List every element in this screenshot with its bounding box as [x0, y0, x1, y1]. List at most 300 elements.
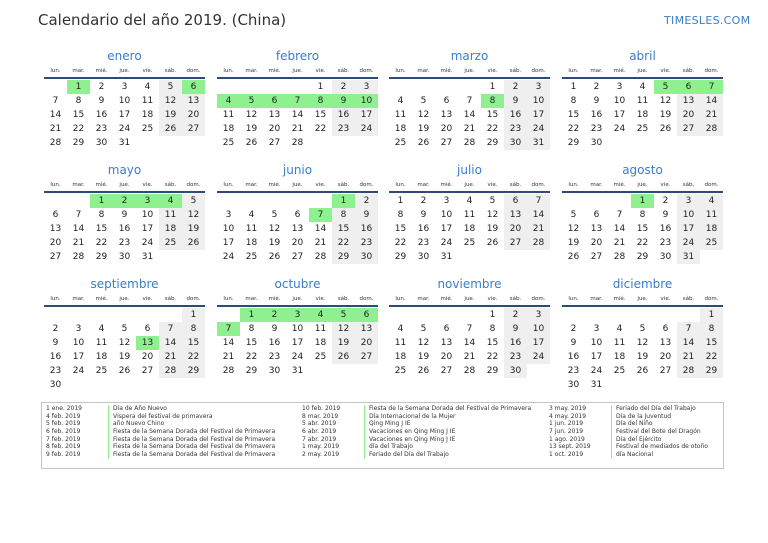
empty-cell: [562, 308, 585, 322]
day-cell: 29: [394, 251, 407, 262]
day-cell: 21: [314, 237, 327, 248]
holiday-date: 6 feb. 2019: [46, 428, 81, 436]
day-cell: 7: [677, 322, 700, 336]
day-cell: 22: [72, 123, 85, 134]
day-cell: 9: [98, 95, 105, 106]
day-cell: 22: [314, 123, 327, 134]
day-cell: 24: [118, 123, 131, 134]
day-cell: 23: [332, 122, 355, 136]
day-cell: 26: [567, 251, 580, 262]
empty-cell: [458, 308, 481, 322]
holiday-name: Vacaciones en Qing Ming J IE: [364, 428, 455, 436]
day-cell: 21: [49, 123, 62, 134]
month-noviembre: [389, 276, 550, 378]
day-cell: 3: [527, 308, 550, 322]
empty-cell: [263, 80, 286, 94]
weekday-label: mar.: [72, 296, 85, 302]
day-cell: 16: [504, 108, 527, 122]
holiday-name: año Nuevo Chino: [108, 420, 164, 428]
day-cell: 1: [182, 308, 205, 322]
legend-row: [549, 436, 708, 444]
weekday-label: mié.: [440, 182, 453, 188]
weekday-label: mar.: [417, 296, 430, 302]
day-grid: [44, 80, 205, 150]
legend-row: [302, 420, 531, 428]
weekday-header: [389, 294, 550, 304]
day-cell: 3: [225, 209, 232, 220]
weekday-label: mié.: [268, 182, 281, 188]
weekday-label: dom.: [704, 182, 719, 188]
month-divider: [562, 77, 723, 79]
day-cell: 15: [636, 223, 649, 234]
day-cell: 11: [636, 95, 649, 106]
day-cell: 10: [590, 337, 603, 348]
day-cell: 21: [463, 351, 476, 362]
day-cell: 4: [397, 95, 404, 106]
day-cell: 11: [314, 323, 327, 334]
day-cell: 27: [677, 122, 700, 136]
month-name: mayo: [107, 163, 142, 177]
day-cell: 2: [504, 308, 527, 322]
month-divider: [389, 305, 550, 307]
day-cell: 24: [527, 350, 550, 364]
weekday-label: mar.: [245, 68, 258, 74]
day-cell: 31: [527, 136, 550, 150]
weekday-label: sáb.: [337, 296, 350, 302]
day-cell: 12: [118, 337, 131, 348]
weekday-label: mar.: [590, 296, 603, 302]
empty-cell: [608, 308, 631, 322]
month-divider: [389, 191, 550, 193]
holiday-date: 1 ene. 2019: [46, 405, 82, 412]
weekday-header: [217, 294, 378, 304]
day-cell: 18: [95, 351, 108, 362]
weekday-label: vie.: [487, 182, 498, 188]
empty-cell: [435, 80, 458, 94]
weekday-label: lun.: [568, 296, 579, 302]
holiday-date: 1 ago. 2019: [549, 435, 585, 443]
day-cell: 23: [118, 237, 131, 248]
day-cell: 15: [700, 336, 723, 350]
weekday-label: mar.: [245, 296, 258, 302]
weekday-label: dom.: [359, 68, 374, 74]
day-cell: 25: [159, 236, 182, 250]
day-cell: 14: [527, 208, 550, 222]
day-cell: 23: [567, 365, 580, 376]
weekday-label: mar.: [417, 182, 430, 188]
empty-cell: [412, 308, 435, 322]
day-cell: 25: [314, 351, 327, 362]
day-cell: 15: [72, 109, 85, 120]
weekday-label: mar.: [72, 68, 85, 74]
day-cell: 29: [700, 364, 723, 378]
day-cell: 17: [590, 351, 603, 362]
month-enero: [44, 48, 205, 150]
day-cell: 5: [182, 194, 205, 208]
month-name: abril: [629, 49, 656, 63]
legend-row: [549, 443, 708, 451]
day-cell: 29: [245, 365, 258, 376]
day-grid: [217, 194, 378, 264]
holiday-day-cell: 3: [286, 308, 309, 322]
day-cell: 13: [440, 109, 453, 120]
empty-cell: [435, 308, 458, 322]
day-cell: 30: [567, 379, 580, 390]
day-cell: 12: [636, 337, 649, 348]
day-cell: 18: [463, 223, 476, 234]
day-cell: 25: [95, 365, 108, 376]
day-cell: 2: [52, 323, 59, 334]
day-cell: 17: [527, 108, 550, 122]
brand-link[interactable]: TIMESLES.COM: [664, 14, 751, 27]
day-cell: 20: [590, 237, 603, 248]
day-cell: 8: [570, 95, 577, 106]
holiday-day-cell: 6: [677, 80, 700, 94]
month-divider: [562, 191, 723, 193]
day-grid: [562, 80, 723, 150]
day-cell: 7: [466, 95, 473, 106]
day-cell: 24: [590, 365, 603, 376]
month-divider: [44, 191, 205, 193]
day-cell: 30: [268, 365, 281, 376]
day-cell: 12: [332, 322, 355, 336]
weekday-label: mié.: [268, 68, 281, 74]
day-cell: 3: [527, 80, 550, 94]
weekday-label: dom.: [186, 296, 201, 302]
day-cell: 27: [49, 251, 62, 262]
day-cell: 20: [141, 351, 154, 362]
weekday-label: lun.: [568, 182, 579, 188]
day-cell: 3: [121, 81, 128, 92]
day-cell: 24: [440, 237, 453, 248]
empty-cell: [217, 194, 240, 208]
month-name: enero: [107, 49, 142, 63]
day-cell: 24: [527, 122, 550, 136]
empty-cell: [67, 194, 90, 208]
holiday-name: Qing Ming J IE: [364, 420, 411, 428]
weekday-label: dom.: [186, 182, 201, 188]
weekday-label: mié.: [95, 296, 108, 302]
day-cell: 14: [314, 223, 327, 234]
month-name: agosto: [622, 163, 663, 177]
day-cell: 15: [567, 109, 580, 120]
weekday-label: mié.: [440, 68, 453, 74]
weekday-header: [217, 66, 378, 76]
day-cell: 7: [527, 194, 550, 208]
day-cell: 5: [159, 80, 182, 94]
month-julio: [389, 162, 550, 264]
day-cell: 10: [222, 223, 235, 234]
empty-cell: [389, 80, 412, 94]
day-cell: 14: [49, 109, 62, 120]
day-cell: 1: [317, 81, 324, 92]
day-cell: 13: [49, 223, 62, 234]
day-cell: 6: [662, 323, 669, 334]
day-cell: 25: [394, 365, 407, 376]
holiday-day-cell: 8: [309, 94, 332, 108]
day-cell: 16: [504, 336, 527, 350]
empty-cell: [286, 80, 309, 94]
day-cell: 3: [75, 323, 82, 334]
month-febrero: [217, 48, 378, 150]
day-cell: 31: [590, 379, 603, 390]
empty-cell: [90, 308, 113, 322]
day-cell: 27: [355, 350, 378, 364]
day-cell: 2: [355, 194, 378, 208]
day-cell: 30: [590, 137, 603, 148]
holiday-date: 4 may. 2019: [549, 412, 587, 420]
day-cell: 25: [141, 123, 154, 134]
weekday-label: jue.: [292, 182, 303, 188]
day-cell: 16: [118, 223, 131, 234]
day-cell: 10: [527, 322, 550, 336]
day-cell: 4: [639, 81, 646, 92]
empty-cell: [389, 308, 412, 322]
weekday-label: mié.: [613, 68, 626, 74]
day-cell: 29: [72, 137, 85, 148]
day-cell: 27: [504, 236, 527, 250]
legend-column: [302, 405, 531, 459]
day-cell: 27: [590, 251, 603, 262]
day-cell: 1: [397, 195, 404, 206]
holiday-day-cell: 10: [355, 94, 378, 108]
day-cell: 28: [49, 137, 62, 148]
day-cell: 24: [222, 251, 235, 262]
legend-row: [549, 428, 708, 436]
day-cell: 31: [677, 250, 700, 264]
month-name: marzo: [450, 49, 489, 63]
weekday-label: jue.: [464, 182, 475, 188]
holiday-name: Festival del Bote del Dragón: [611, 428, 701, 436]
day-cell: 16: [49, 351, 62, 362]
day-cell: 9: [570, 337, 577, 348]
day-cell: 17: [291, 337, 304, 348]
day-grid: [44, 308, 205, 392]
holiday-date: 8 feb. 2019: [46, 443, 81, 451]
weekday-header: [562, 294, 723, 304]
day-cell: 29: [95, 251, 108, 262]
day-cell: 21: [677, 350, 700, 364]
day-grid: [562, 308, 723, 392]
month-name: diciembre: [612, 277, 673, 291]
day-cell: 24: [677, 236, 700, 250]
day-cell: 20: [182, 108, 205, 122]
holiday-day-cell: 1: [240, 308, 263, 322]
day-cell: 26: [636, 365, 649, 376]
empty-cell: [240, 194, 263, 208]
day-cell: 29: [332, 250, 355, 264]
legend-row: [46, 420, 275, 428]
empty-cell: [286, 194, 309, 208]
empty-cell: [585, 194, 608, 208]
day-cell: 30: [504, 364, 527, 378]
legend-row: [549, 405, 708, 413]
day-cell: 22: [95, 237, 108, 248]
day-cell: 25: [245, 251, 258, 262]
day-cell: 14: [291, 109, 304, 120]
day-cell: 12: [268, 223, 281, 234]
day-cell: 23: [590, 123, 603, 134]
day-cell: 1: [700, 308, 723, 322]
day-cell: 12: [417, 109, 430, 120]
day-cell: 18: [245, 237, 258, 248]
weekday-label: lun.: [223, 182, 234, 188]
legend-row: [46, 451, 275, 459]
day-cell: 6: [52, 209, 59, 220]
day-cell: 6: [144, 323, 151, 334]
day-cell: 28: [159, 364, 182, 378]
month-divider: [217, 77, 378, 79]
weekday-label: mar.: [590, 182, 603, 188]
weekday-label: vie.: [142, 296, 153, 302]
day-cell: 17: [222, 237, 235, 248]
day-cell: 17: [141, 223, 154, 234]
day-cell: 28: [527, 236, 550, 250]
holiday-day-cell: 4: [309, 308, 332, 322]
day-cell: 11: [394, 337, 407, 348]
day-cell: 22: [486, 123, 499, 134]
empty-cell: [217, 80, 240, 94]
day-cell: 11: [95, 337, 108, 348]
day-cell: 11: [222, 109, 235, 120]
day-cell: 28: [72, 251, 85, 262]
day-cell: 26: [159, 122, 182, 136]
day-cell: 11: [245, 223, 258, 234]
day-cell: 31: [118, 137, 131, 148]
legend-column: [549, 405, 708, 459]
day-cell: 22: [245, 351, 258, 362]
day-cell: 16: [355, 222, 378, 236]
day-cell: 28: [700, 122, 723, 136]
day-cell: 6: [294, 209, 301, 220]
holiday-date: 1 may. 2019: [302, 443, 340, 451]
empty-cell: [458, 80, 481, 94]
day-cell: 4: [616, 323, 623, 334]
day-cell: 30: [118, 251, 131, 262]
weekday-label: vie.: [660, 296, 671, 302]
day-cell: 13: [659, 337, 672, 348]
day-cell: 14: [463, 337, 476, 348]
day-cell: 11: [394, 109, 407, 120]
day-cell: 29: [567, 137, 580, 148]
weekday-label: vie.: [315, 182, 326, 188]
day-cell: 22: [567, 123, 580, 134]
day-cell: 16: [567, 351, 580, 362]
day-cell: 13: [590, 223, 603, 234]
day-cell: 8: [98, 209, 105, 220]
day-cell: 19: [417, 351, 430, 362]
day-cell: 26: [268, 251, 281, 262]
month-abril: [562, 48, 723, 150]
day-cell: 31: [141, 251, 154, 262]
month-junio: [217, 162, 378, 264]
day-cell: 25: [463, 237, 476, 248]
day-cell: 12: [159, 94, 182, 108]
holiday-date: 7 feb. 2019: [46, 435, 81, 443]
weekday-label: lun.: [50, 296, 61, 302]
day-cell: 17: [355, 108, 378, 122]
holiday-date: 9 feb. 2019: [46, 451, 81, 459]
weekday-label: mié.: [440, 296, 453, 302]
day-cell: 10: [527, 94, 550, 108]
weekday-label: vie.: [487, 296, 498, 302]
holiday-name: Fiesta de la Semana Dorada del Festival de Primavera: [108, 436, 275, 444]
day-cell: 15: [95, 223, 108, 234]
day-cell: 21: [700, 108, 723, 122]
holiday-day-cell: 7: [286, 94, 309, 108]
day-cell: 24: [291, 351, 304, 362]
weekday-label: mar.: [72, 182, 85, 188]
month-name: julio: [457, 163, 482, 177]
day-cell: 22: [700, 350, 723, 364]
day-cell: 8: [489, 323, 496, 334]
day-cell: 28: [222, 365, 235, 376]
weekday-label: vie.: [142, 182, 153, 188]
weekday-label: vie.: [315, 296, 326, 302]
day-cell: 7: [159, 322, 182, 336]
weekday-label: mié.: [95, 182, 108, 188]
month-divider: [217, 191, 378, 193]
weekday-label: dom.: [531, 68, 546, 74]
day-cell: 26: [118, 365, 131, 376]
holiday-name: Víspera del festival de primavera: [108, 413, 213, 421]
day-cell: 16: [332, 108, 355, 122]
holiday-day-cell: 3: [136, 194, 159, 208]
holiday-day-cell: 6: [263, 94, 286, 108]
holiday-name: Día Internacional de la Mujer: [364, 413, 455, 421]
holiday-day-cell: 9: [332, 94, 355, 108]
day-cell: 16: [95, 109, 108, 120]
day-cell: 10: [613, 95, 626, 106]
holiday-name: Festival de mediados de otoño: [611, 443, 708, 451]
day-cell: 3: [593, 323, 600, 334]
day-cell: 12: [182, 208, 205, 222]
day-cell: 16: [417, 223, 430, 234]
day-cell: 12: [486, 209, 499, 220]
day-cell: 9: [504, 322, 527, 336]
day-cell: 11: [463, 209, 476, 220]
day-cell: 9: [420, 209, 427, 220]
day-cell: 18: [314, 337, 327, 348]
day-cell: 10: [291, 323, 304, 334]
holiday-date: 4 feb. 2019: [46, 412, 81, 420]
day-cell: 20: [49, 237, 62, 248]
weekday-label: sáb.: [509, 182, 522, 188]
legend-row: [46, 443, 275, 451]
day-cell: 8: [700, 322, 723, 336]
day-cell: 12: [567, 223, 580, 234]
day-cell: 6: [443, 323, 450, 334]
day-cell: 18: [222, 123, 235, 134]
day-cell: 13: [182, 94, 205, 108]
holiday-day-cell: 8: [481, 94, 504, 108]
day-cell: 5: [420, 95, 427, 106]
day-cell: 26: [245, 137, 258, 148]
day-cell: 20: [659, 351, 672, 362]
holiday-name: Feriado del Día del Trabajo: [611, 405, 696, 413]
day-cell: 14: [463, 109, 476, 120]
day-cell: 9: [52, 337, 59, 348]
day-cell: 19: [486, 223, 499, 234]
day-cell: 30: [355, 250, 378, 264]
day-cell: 4: [98, 323, 105, 334]
holiday-day-cell: 6: [182, 80, 205, 94]
weekday-label: lun.: [395, 68, 406, 74]
month-marzo: [389, 48, 550, 150]
day-cell: 16: [268, 337, 281, 348]
day-cell: 17: [72, 351, 85, 362]
day-cell: 24: [72, 365, 85, 376]
